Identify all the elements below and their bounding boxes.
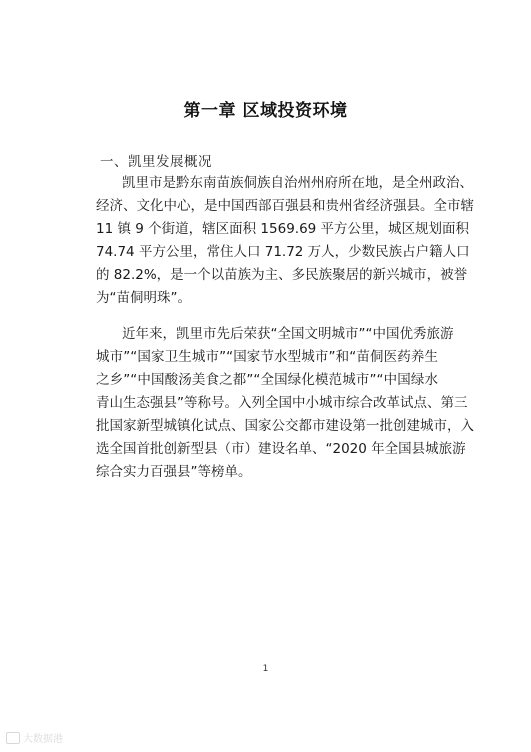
paragraph-line: 74.74 平方公里，常住人口 71.72 万人，少数民族占户籍人口 <box>96 244 470 260</box>
paragraph-line: 为“苗侗明珠”。 <box>96 290 191 306</box>
paragraph-line: 之乡”“中国酸汤美食之都”“全国绿化模范城市”“中国绿水 <box>96 372 438 388</box>
paragraph-kaili-overview <box>96 172 474 310</box>
chapter-title: 第一章 区域投资环境 <box>183 101 348 121</box>
page-number: 1 <box>262 664 269 674</box>
paragraph-line: 凯里市是黔东南苗族侗族自治州州府所在地，是全州政治、 <box>122 175 473 191</box>
paragraph-line: 批国家新型城镇化试点、国家公交都市建设第一批创建城市，入 <box>96 418 474 434</box>
watermark-logo-icon <box>6 732 20 744</box>
paragraph-line: 青山生态强县”等称号。入列全国中小城市综合改革试点、第三 <box>96 395 468 411</box>
watermark <box>6 730 63 745</box>
paragraph-line: 选全国首批创新型县（市）建设名单、“2020 年全国县城旅游 <box>96 441 466 457</box>
paragraph-line: 经济、文化中心，是中国西部百强县和贵州省经济强县。全市辖 <box>96 198 474 214</box>
paragraph-line: 11 镇 9 个街道，辖区面积 1569.69 平方公里，城区规划面积 <box>96 221 470 237</box>
watermark-text: 大数据港 <box>23 734 63 745</box>
paragraph-line: 的 82.2%，是一个以苗族为主、多民族聚居的新兴城市，被誉 <box>96 267 468 283</box>
paragraph-line: 综合实力百强县”等榜单。 <box>96 464 252 480</box>
paragraph-line: 城市”“国家卫生城市”“国家节水型城市”和“苗侗医药养生 <box>96 349 438 365</box>
paragraph-honors <box>96 323 474 484</box>
paragraph-line: 近年来，凯里市先后荣获“全国文明城市”“中国优秀旅游 <box>122 326 454 342</box>
section-heading: 一、凯里发展概况 <box>100 154 212 170</box>
